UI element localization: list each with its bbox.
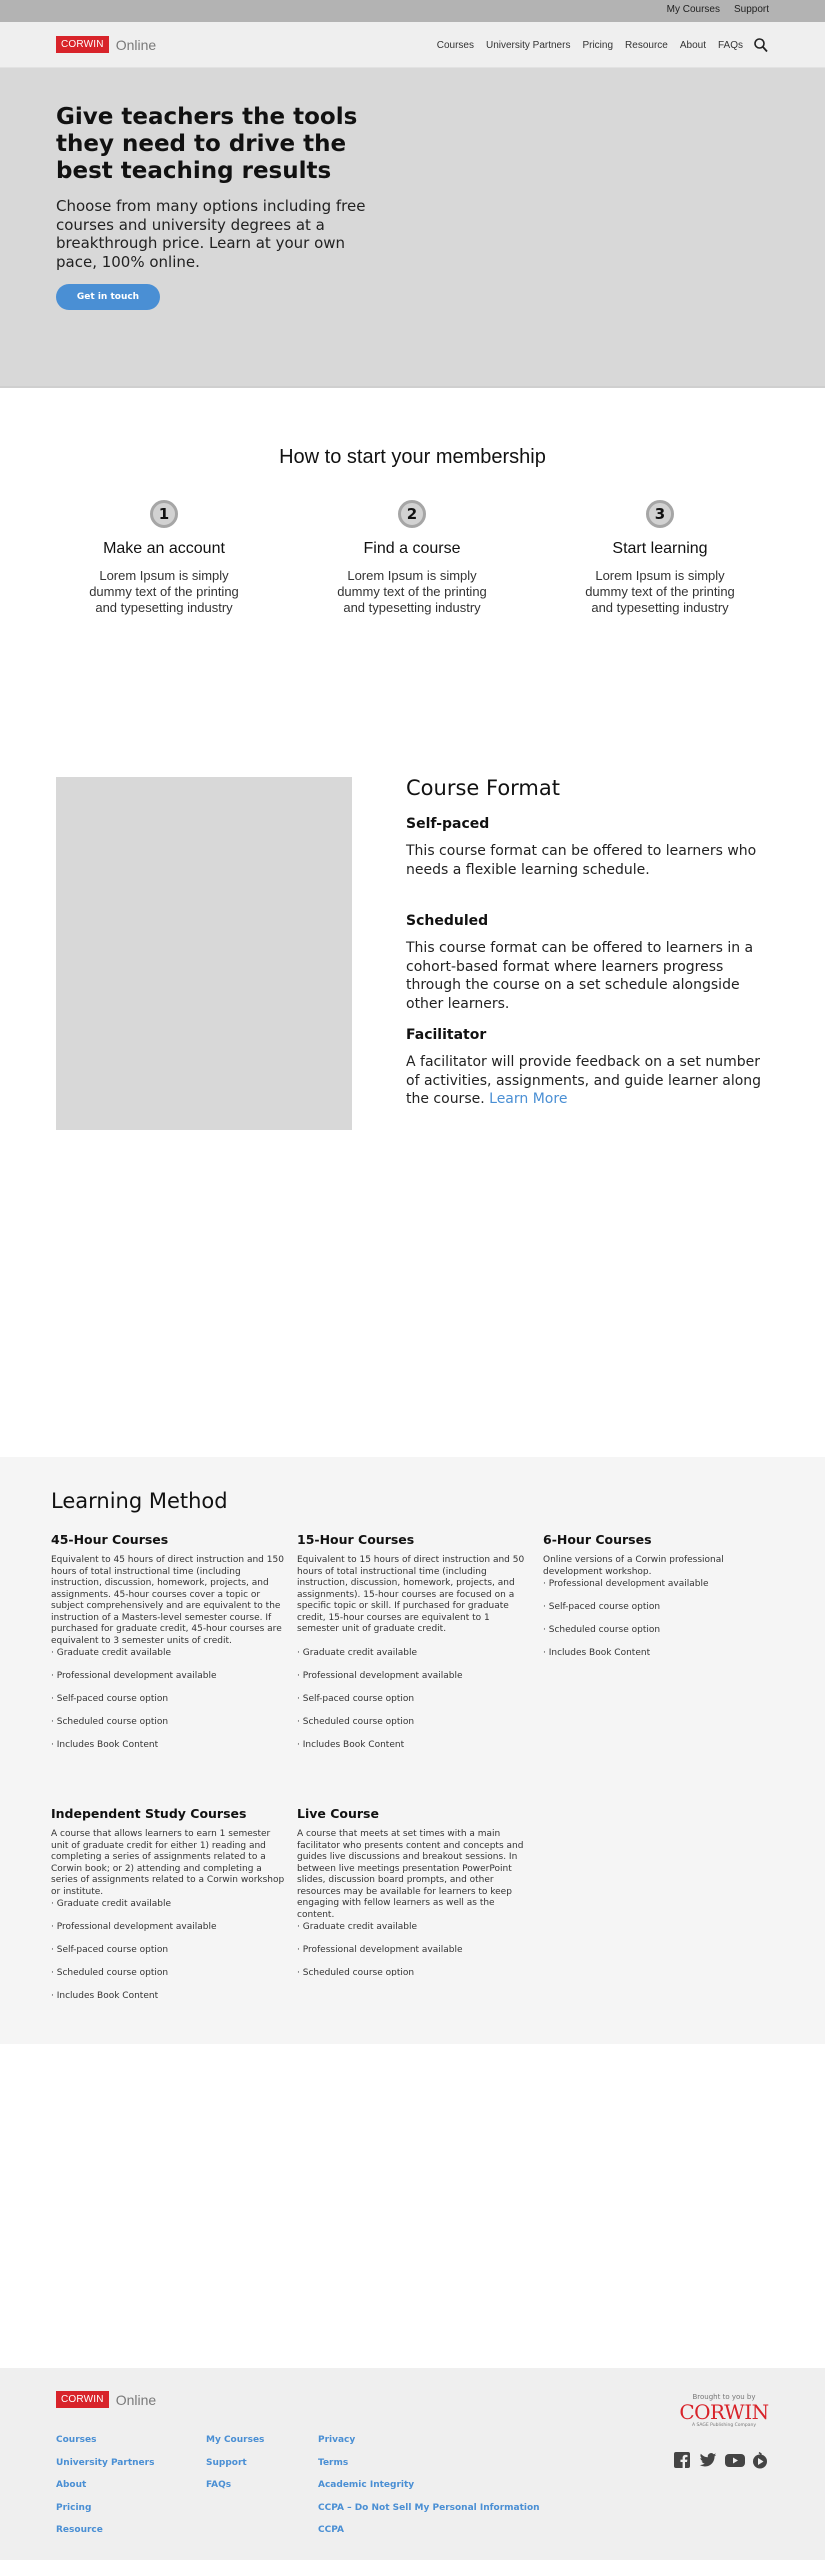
hero-section xyxy=(0,68,825,388)
card-title: 15-Hour Courses xyxy=(297,1532,415,1547)
card-body: Equivalent to 45 hours of direct instruction and 150 hours of total instructional time (including instruction, discussion, homework, projects, and assignments. 45-hour courses cover a topic or subject comprehensively and are equivalent to the instruction of a Masters-level semester course. If purchased for graduate credit, 45-hour courses are equivalent to 3 semester units of credit. xyxy=(51,1555,284,1646)
publisher-logo: CORWIN xyxy=(679,2400,769,2424)
bullet: · Scheduled course option xyxy=(51,1717,287,1740)
bullet: · Self-paced course option xyxy=(297,1694,533,1717)
nav-item-resource[interactable]: Resource xyxy=(625,40,668,51)
step-heading: Make an account xyxy=(103,540,225,557)
course-format-title: Course Format xyxy=(406,776,560,800)
step-number: 2 xyxy=(398,500,426,528)
card-body: A course that meets at set times with a main facilitator who presents content and concepts and guides live discussions and breakout sessions. In between live meetings presentation PowerPoint slides, discussion board prompts, and other resources may be available for learners to keep engaging with fellow learners as well as the content. xyxy=(297,1829,524,1920)
footer-link-privacy[interactable]: Privacy xyxy=(318,2435,356,2445)
bullet: · Professional development available xyxy=(297,1671,533,1694)
format-heading-facilitator: Facilitator xyxy=(406,1027,487,1043)
format-body-self-paced: This course format can be offered to learners who needs a flexible learning schedule. xyxy=(406,843,757,878)
footer-link-resource[interactable]: Resource xyxy=(56,2525,103,2535)
step-body: Lorem Ipsum is simply dummy text of the printing and typesetting industry xyxy=(337,568,487,615)
main-nav xyxy=(0,22,825,68)
format-heading-scheduled: Scheduled xyxy=(406,913,489,929)
format-body-facilitator xyxy=(406,1053,776,1109)
facilitator-text: A facilitator will provide feedback on a set number of activities, assignments, and guide learner along the course. xyxy=(406,1054,762,1107)
logo-word: Online xyxy=(115,2391,157,2408)
bullet: · Self-paced course option xyxy=(543,1602,779,1625)
steps-title: How to start your membership xyxy=(279,446,546,468)
method-card-45-hour xyxy=(51,1532,287,1748)
step-heading: Start learning xyxy=(612,540,708,557)
logo[interactable] xyxy=(56,36,156,53)
footer-link-support[interactable]: Support xyxy=(206,2457,247,2468)
footer-logo[interactable] xyxy=(56,2391,156,2408)
card-body: Online versions of a Corwin professional development workshop. xyxy=(543,1555,724,1577)
footer-col-3 xyxy=(318,2434,540,2537)
bullet: · Includes Book Content xyxy=(51,1991,287,1999)
course-format-image-placeholder xyxy=(56,777,352,1130)
logo-mark: CORWIN xyxy=(56,36,109,53)
bullet: · Self-paced course option xyxy=(51,1694,287,1717)
format-body-scheduled: This course format can be offered to learners in a cohort-based format where learners progress through the course on a set schedule alongside other learners. xyxy=(406,940,754,1012)
bullet: · Professional development available xyxy=(297,1945,533,1968)
bullet: · Scheduled course option xyxy=(297,1717,533,1740)
step-body: Lorem Ipsum is simply dummy text of the printing and typesetting industry xyxy=(89,568,239,615)
footer-link-faqs[interactable]: FAQs xyxy=(206,2480,232,2490)
footer-link-ccpa-do-not-sell[interactable]: CCPA – Do Not Sell My Personal Information xyxy=(318,2502,540,2513)
step-card xyxy=(560,500,760,616)
footer-link-academic-integrity[interactable]: Academic Integrity xyxy=(318,2480,415,2490)
bullet: · Scheduled course option xyxy=(297,1968,533,1976)
logo-mark: CORWIN xyxy=(56,2391,109,2408)
twitter-icon[interactable] xyxy=(699,2451,717,2469)
footer-link-university-partners[interactable]: University Partners xyxy=(56,2457,155,2468)
method-card-live-course xyxy=(297,1806,533,1976)
nav-menu xyxy=(437,40,743,51)
social-links xyxy=(673,2451,769,2469)
learn-more-link[interactable]: Learn More xyxy=(489,1091,568,1107)
bullet: · Includes Book Content xyxy=(51,1740,287,1748)
utility-links xyxy=(667,4,769,15)
publisher-sub: A SAGE Publishing Company xyxy=(691,2423,757,2428)
footer-col-2 xyxy=(206,2434,264,2492)
bullet: · Scheduled course option xyxy=(543,1625,779,1648)
step-heading: Find a course xyxy=(363,540,461,557)
method-card-15-hour xyxy=(297,1532,533,1748)
brought-by-text: Brought to you by xyxy=(692,2393,756,2401)
learning-method-title: Learning Method xyxy=(51,1489,228,1513)
nav-item-courses[interactable]: Courses xyxy=(436,40,474,51)
facebook-icon[interactable] xyxy=(673,2451,691,2469)
footer-link-pricing[interactable]: Pricing xyxy=(56,2502,92,2513)
youtube-icon[interactable] xyxy=(725,2451,743,2469)
method-card-independent-study xyxy=(51,1806,287,1999)
footer xyxy=(0,2368,825,2560)
card-body: A course that allows learners to earn 1 semester unit of graduate credit for either 1) reading and completing a series of assignments related to a Corwin book; or 2) attending and completing a series of assignments related to a Corwin workshop or institute. xyxy=(51,1829,285,1897)
my-courses-link[interactable]: My Courses xyxy=(666,4,720,15)
bullet: · Graduate credit available xyxy=(51,1648,287,1671)
footer-link-terms[interactable]: Terms xyxy=(318,2457,349,2468)
step-card xyxy=(64,500,264,616)
utility-bar xyxy=(0,0,825,22)
card-body: Equivalent to 15 hours of direct instruction and 50 hours of total instructional time (including instruction, discussion, homework, projects, and assignments). 15-hour courses are focused on a specific topic or skill. If purchased for graduate credit, 15-hour courses are equivalent to 1 semester unit of graduate credit. xyxy=(297,1555,525,1634)
bullet: · Professional development available xyxy=(543,1579,779,1602)
bullet: · Self-paced course option xyxy=(51,1945,287,1968)
nav-item-about[interactable]: About xyxy=(679,40,706,51)
support-link[interactable]: Support xyxy=(733,4,769,15)
bullet: · Includes Book Content xyxy=(543,1648,779,1656)
nav-item-faqs[interactable]: FAQs xyxy=(717,40,743,51)
card-bullets xyxy=(51,1899,287,1999)
step-card xyxy=(312,500,512,616)
card-bullets xyxy=(297,1922,533,1976)
logo-word: Online xyxy=(115,36,157,53)
nav-item-university-partners[interactable]: University Partners xyxy=(485,40,571,51)
footer-col-1 xyxy=(56,2434,154,2537)
publisher-badge[interactable] xyxy=(679,2393,769,2428)
method-card-6-hour xyxy=(543,1532,779,1656)
card-title: 45-Hour Courses xyxy=(51,1532,169,1547)
bullet: · Includes Book Content xyxy=(297,1740,533,1748)
hero-title: Give teachers the tools they need to drive the best teaching results xyxy=(56,104,358,184)
card-bullets xyxy=(543,1579,779,1656)
format-heading-self-paced: Self-paced xyxy=(406,816,490,832)
card-title: Live Course xyxy=(297,1806,379,1821)
hero-subtitle: Choose from many options including free courses and university degrees at a breakthrough price. Learn at your own pace, 100% online. xyxy=(56,197,366,271)
step-number: 1 xyxy=(150,500,178,528)
bullet: · Professional development available xyxy=(51,1671,287,1694)
card-title: Independent Study Courses xyxy=(51,1806,247,1821)
footer-link-about[interactable]: About xyxy=(56,2480,87,2490)
card-title: 6-Hour Courses xyxy=(543,1532,652,1547)
bullet: · Scheduled course option xyxy=(51,1968,287,1991)
get-in-touch-button[interactable]: Get in touch xyxy=(56,284,160,310)
search-icon[interactable] xyxy=(753,37,769,53)
card-bullets xyxy=(51,1648,287,1748)
nav-item-pricing[interactable]: Pricing xyxy=(582,40,614,51)
bullet: · Graduate credit available xyxy=(297,1648,533,1671)
bullet: · Graduate credit available xyxy=(51,1899,287,1922)
footer-link-my-courses[interactable]: My Courses xyxy=(206,2435,265,2445)
course-format xyxy=(406,776,776,1109)
learning-method-section xyxy=(0,1457,825,2044)
bullet: · Professional development available xyxy=(51,1922,287,1945)
step-body: Lorem Ipsum is simply dummy text of the printing and typesetting industry xyxy=(585,568,735,615)
step-number: 3 xyxy=(646,500,674,528)
footer-link-ccpa[interactable]: CCPA xyxy=(318,2525,344,2535)
podcast-icon[interactable] xyxy=(751,2451,769,2469)
card-bullets xyxy=(297,1648,533,1748)
footer-link-courses[interactable]: Courses xyxy=(56,2435,97,2445)
bullet: · Graduate credit available xyxy=(297,1922,533,1945)
